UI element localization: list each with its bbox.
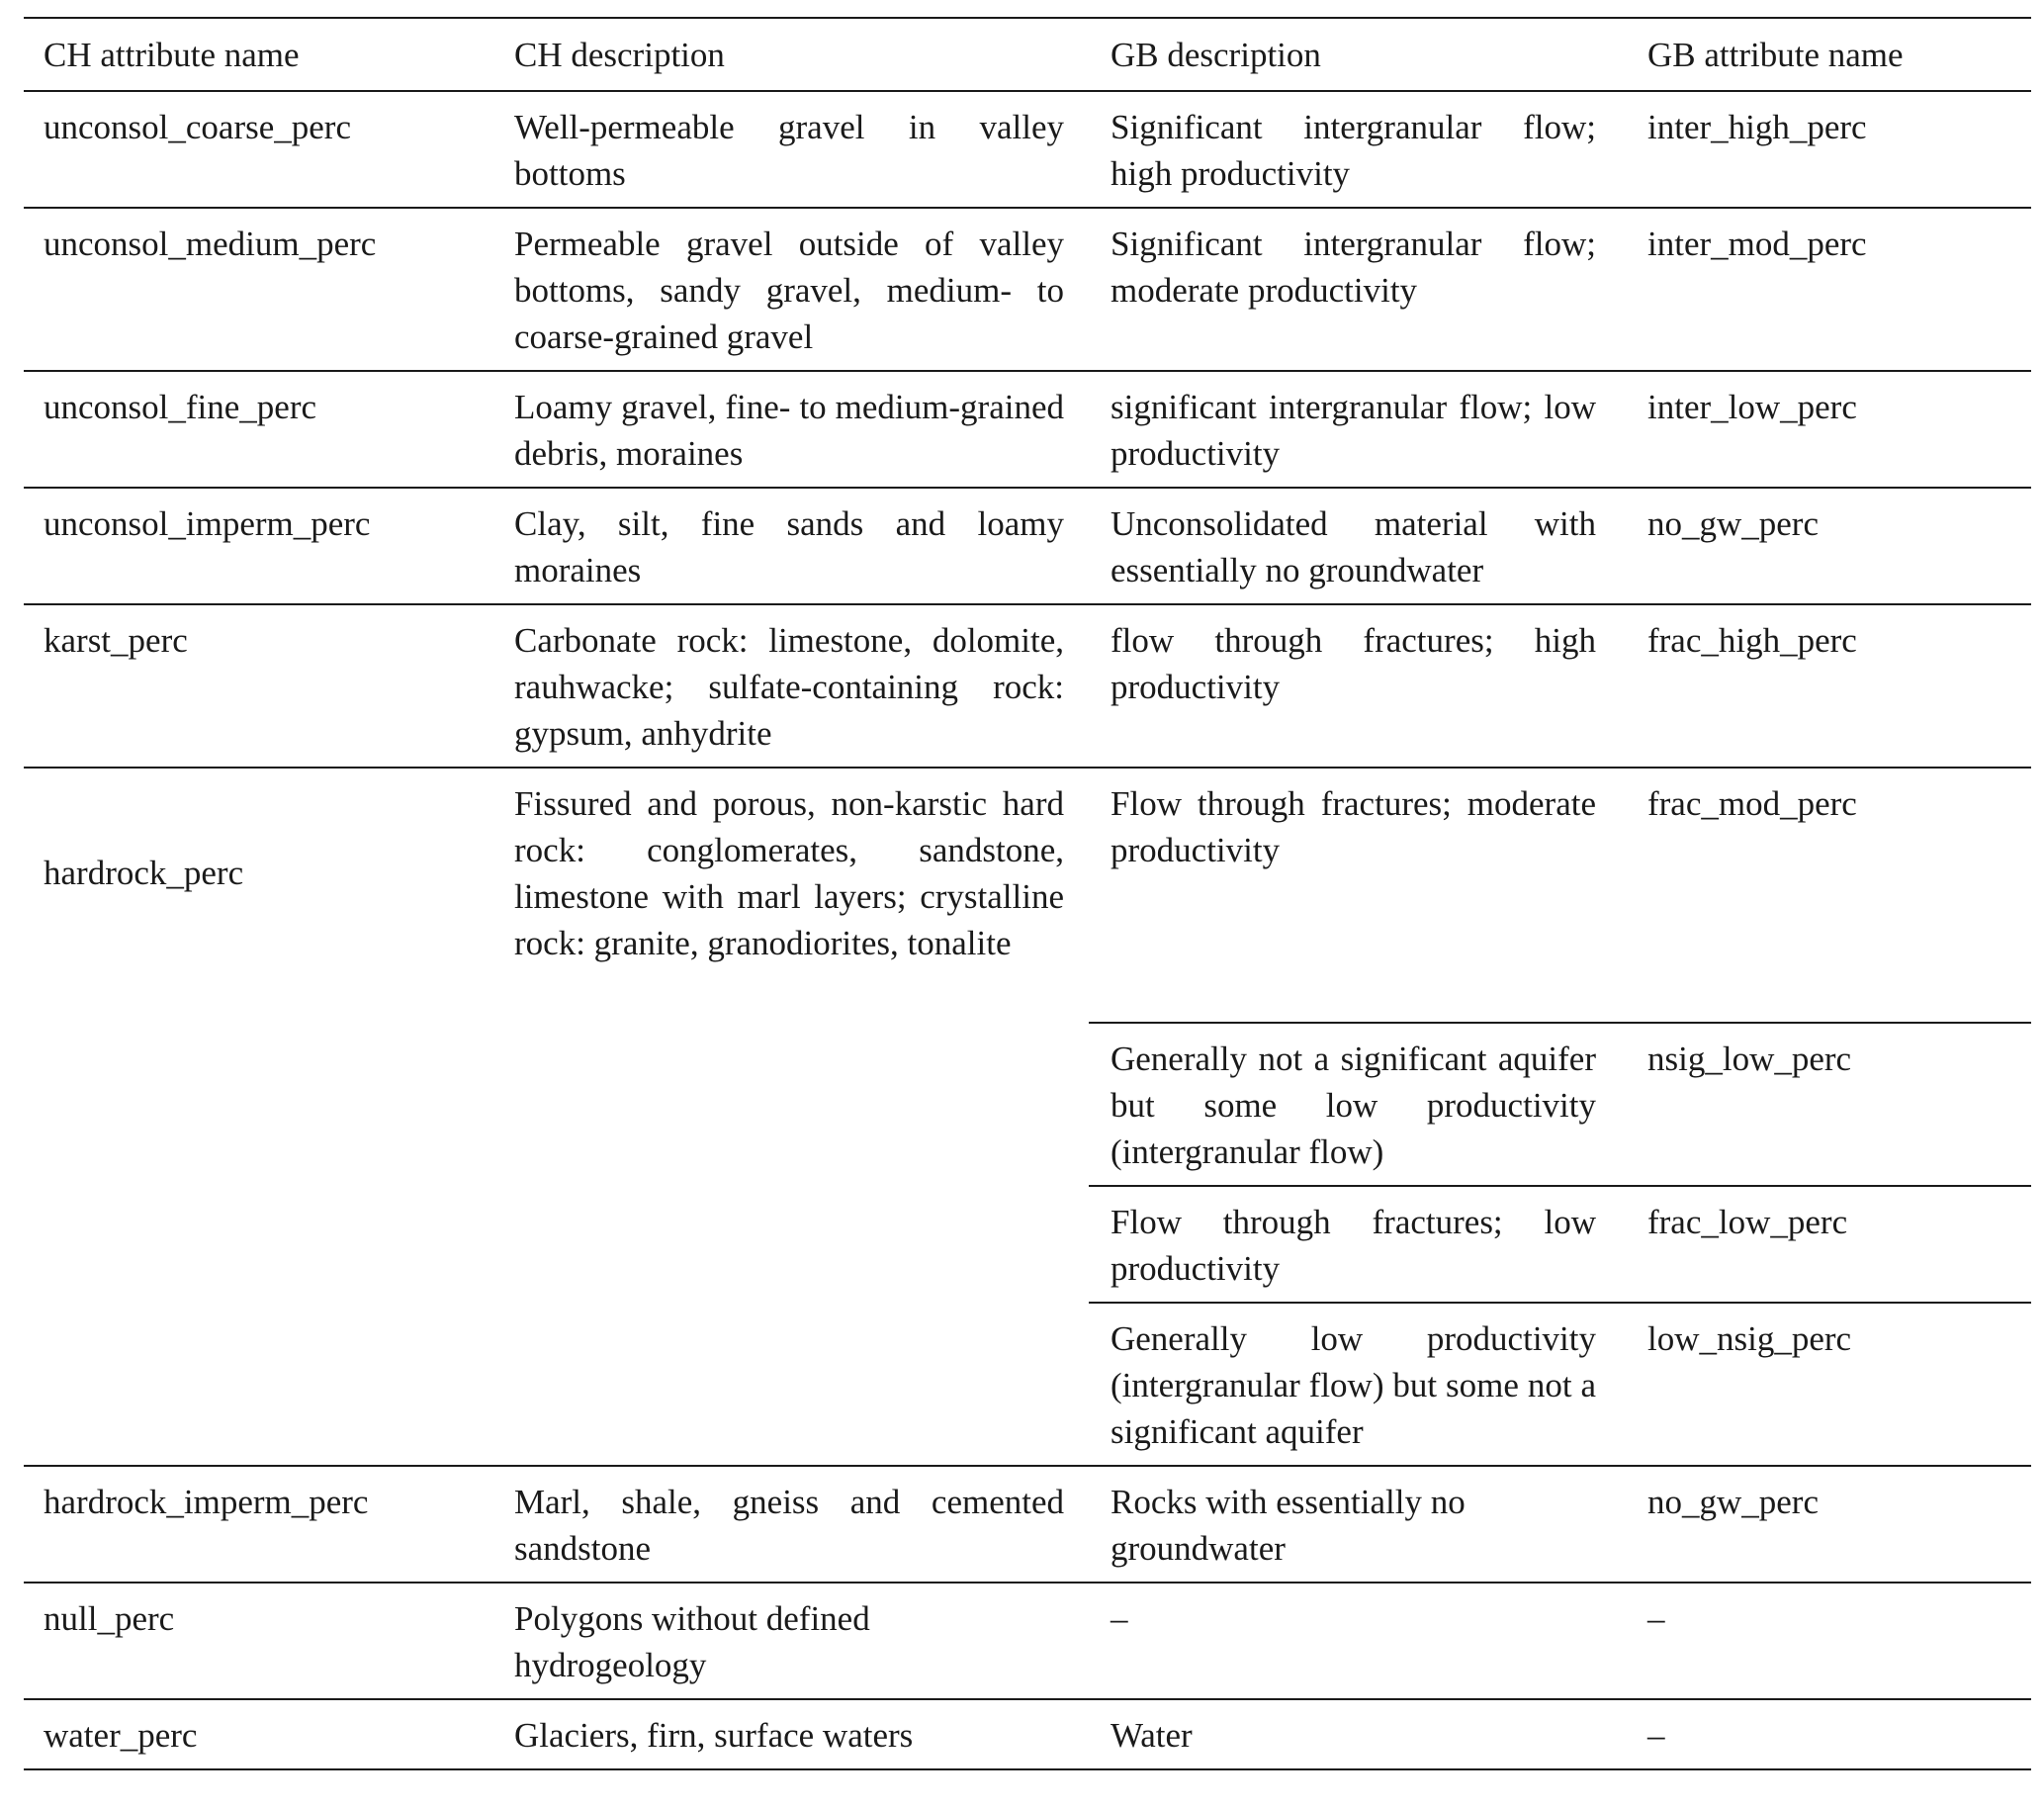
table-row (24, 1583, 2031, 1699)
ch-attribute-name-cell: null_perc (44, 1599, 175, 1638)
gb-attribute-name-cell: no_gw_perc (1647, 1483, 1820, 1521)
table-row (24, 1466, 2031, 1583)
gb-description-cell: Significant intergranular flow; moderate productivity (1111, 225, 1596, 310)
ch-description-cell: Glaciers, firn, surface waters (514, 1716, 914, 1755)
gb-description-cell: flow through fractures; high productivity (1111, 621, 1596, 706)
header-gb-attribute-name: GB attribute name (1647, 35, 1904, 74)
table-row (24, 1699, 2031, 1769)
ch-attribute-name-cell: unconsol_imperm_perc (44, 504, 371, 543)
table-header (24, 18, 2031, 91)
gb-description-cell: Flow through fractures; moderate productivity (1089, 768, 1621, 1023)
table-row-hardrock (24, 768, 2031, 1023)
gb-description-cell: – (1111, 1599, 1128, 1638)
gb-attribute-name-cell: – (1647, 1599, 1665, 1638)
ch-attribute-name-cell: unconsol_coarse_perc (44, 108, 351, 146)
ch-description-cell: Fissured and porous, non-karstic hard rock: conglomerates, sandstone, limestone with marl layers; crystalline rock: granite, granodiorites, tonalite (514, 784, 1064, 962)
ch-attribute-name-cell: hardrock_imperm_perc (44, 1483, 369, 1521)
gb-attribute-name-cell: inter_mod_perc (1647, 225, 1867, 263)
header-ch-attribute-name: CH attribute name (44, 35, 300, 74)
attribute-mapping-table (24, 17, 2031, 1770)
table-row (24, 604, 2031, 768)
ch-attribute-name-cell: hardrock_perc (44, 854, 244, 892)
gb-description-cell: Generally low productivity (intergranular flow) but some not a significant aquifer (1111, 1319, 1596, 1451)
gb-description-cell: Rocks with essentially no groundwater (1111, 1483, 1466, 1568)
table-body (24, 91, 2031, 1769)
ch-description-cell: Loamy gravel, fine- to medium-grained debris, moraines (514, 388, 1064, 473)
ch-description-cell: Carbonate rock: limestone, dolomite, rauhwacke; sulfate-containing rock: gypsum, anhydrite (514, 621, 1064, 753)
gb-attribute-name-cell: frac_high_perc (1647, 621, 1857, 660)
gb-description-cell: Generally not a significant aquifer but some low productivity (intergranular flow) (1089, 1023, 1621, 1186)
ch-attribute-name-cell: unconsol_fine_perc (44, 388, 317, 426)
gb-attribute-name-cell: nsig_low_perc (1621, 1023, 2031, 1186)
gb-description-cell: Significant intergranular flow; high productivity (1111, 108, 1596, 193)
ch-description-cell: Well-permeable gravel in valley bottoms (514, 108, 1064, 193)
header-ch-description: CH description (514, 35, 725, 74)
table-row (24, 91, 2031, 208)
gb-attribute-name-cell: inter_low_perc (1647, 388, 1857, 426)
gb-attribute-name-cell: inter_high_perc (1647, 108, 1867, 146)
gb-description-cell: significant intergranular flow; low productivity (1111, 388, 1596, 473)
gb-description-cell: Flow through fractures; low productivity (1089, 1186, 1621, 1303)
table-row (24, 208, 2031, 371)
gb-attribute-name-cell: frac_mod_perc (1621, 768, 2031, 1023)
gb-description-cell: Unconsolidated material with essentially no groundwater (1111, 504, 1596, 589)
gb-description-cell: Water (1111, 1716, 1193, 1755)
ch-description-cell: Marl, shale, gneiss and cemented sandstone (514, 1483, 1064, 1568)
gb-attribute-name-cell: no_gw_perc (1647, 504, 1820, 543)
header-row (24, 18, 2031, 91)
table-row (24, 488, 2031, 604)
ch-attribute-name-cell: unconsol_medium_perc (44, 225, 377, 263)
gb-attribute-name-cell: low_nsig_perc (1647, 1319, 1852, 1358)
gb-attribute-name-cell: frac_low_perc (1621, 1186, 2031, 1303)
ch-description-cell: Permeable gravel outside of valley bottoms, sandy gravel, medium- to coarse-grained gravel (514, 225, 1064, 356)
ch-description-cell: Clay, silt, fine sands and loamy moraines (514, 504, 1064, 589)
ch-attribute-name-cell: water_perc (44, 1716, 198, 1755)
table-row (24, 371, 2031, 488)
gb-attribute-name-cell: – (1647, 1716, 1665, 1755)
header-gb-description: GB description (1111, 35, 1321, 74)
ch-description-cell: Polygons without defined hydrogeology (514, 1599, 870, 1684)
ch-attribute-name-cell: karst_perc (44, 621, 188, 660)
